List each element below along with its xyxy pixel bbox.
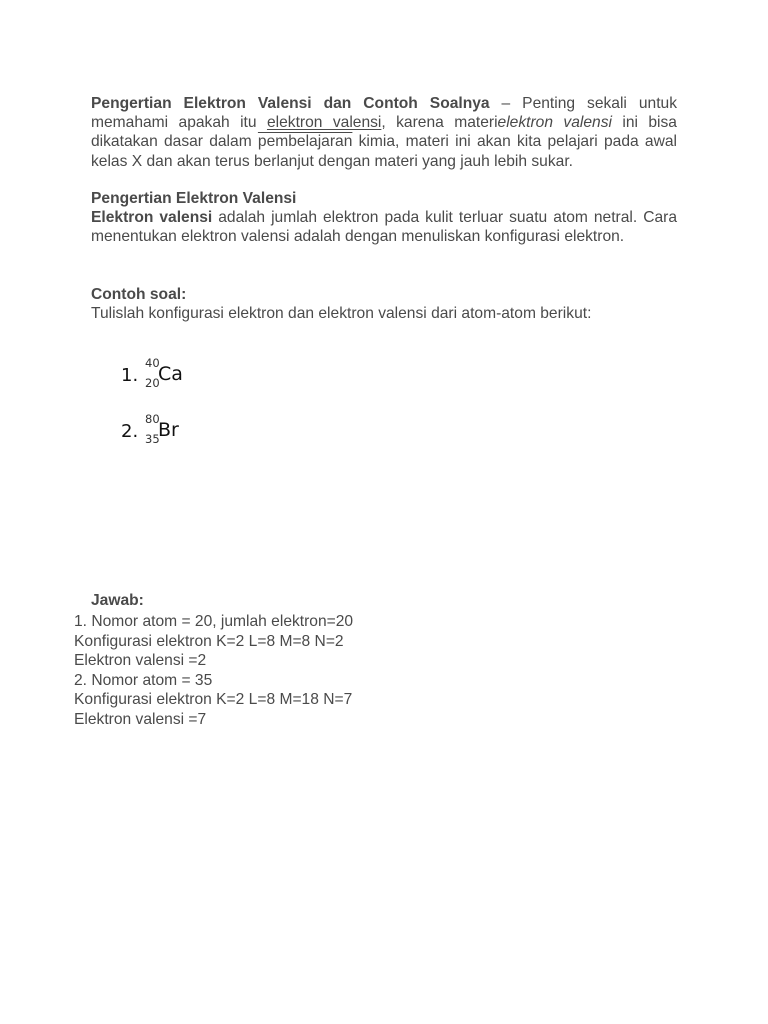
definition-text: adalah jumlah elektron pada kulit terluar suatu atom netral. Cara menentukan elektron valensi adalah dengan menuliskan konfigurasi elektron. — [91, 209, 677, 246]
atom-symbol: Ca — [158, 363, 183, 385]
definition-section — [91, 189, 677, 247]
intro-text-4: awal kelas X dan akan terus berlanjut dengan materi yang jauh lebih sukar. — [91, 133, 677, 170]
atom-mass-number: 80 — [145, 412, 160, 426]
answer-line: Konfigurasi elektron K=2 L=8 M=18 N=7 — [74, 691, 353, 708]
atom-list-number: 1. — [121, 365, 139, 386]
intro-dash-text: – Penting sekali untuk — [489, 95, 677, 112]
intro-italic-term: elektron valensi — [497, 114, 612, 132]
example-text: Tulislah konfigurasi elektron dan elektron valensi dari atom-atom berikut: — [91, 305, 592, 323]
atom-atomic-number: 20 — [145, 376, 160, 390]
intro-text-2c: ini bisa — [611, 114, 677, 132]
atom-list-number: 2. — [121, 421, 139, 442]
answer-line: Elektron valensi =2 — [74, 652, 207, 669]
elektron-valensi-link[interactable]: elektron valensi — [266, 114, 382, 132]
intro-text-2a: memahami apakah itu — [91, 114, 267, 132]
atom-mass-number: 40 — [145, 356, 160, 370]
intro-overline-word: pembelajaran — [257, 133, 353, 151]
example-heading: Contoh soal: — [91, 286, 187, 303]
answer-line: 1. Nomor atom = 20, jumlah elektron=20 — [74, 613, 354, 630]
definition-heading: Pengertian Elektron Valensi — [91, 190, 297, 207]
definition-term: Elektron valensi — [91, 209, 213, 227]
answer-line: Konfigurasi elektron K=2 L=8 M=8 N=2 — [74, 632, 344, 650]
intro-paragraph — [91, 94, 677, 171]
intro-text-3a: dikatakan dasar dalam — [91, 133, 258, 151]
intro-text-2b: , karena materi — [381, 114, 498, 132]
atom-atomic-number: 35 — [145, 432, 160, 446]
atom-symbol: Br — [158, 419, 179, 441]
example-section — [91, 285, 677, 323]
answer-line: Elektron valensi =7 — [74, 710, 207, 728]
answer-line: 2. Nomor atom = 35 — [74, 671, 213, 689]
answer-list — [74, 612, 353, 729]
answer-heading: Jawab: — [91, 592, 144, 609]
article-title: Pengertian Elektron Valensi dan Contoh Soalnya — [91, 95, 490, 112]
intro-text-3b: kimia, materi ini akan kita pelajari pada — [352, 133, 639, 151]
